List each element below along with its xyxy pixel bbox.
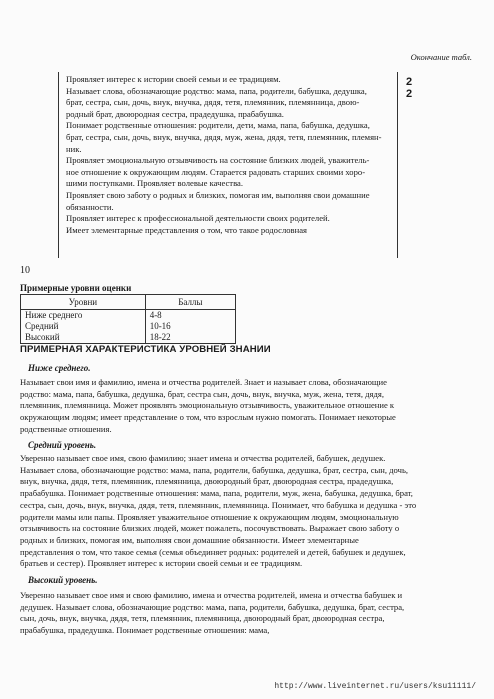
- text-line: представления о том, что такое семья (семья объединяет родных: родителей и детей, бабушек и дедушек,: [20, 546, 406, 557]
- text-line: сын, дочь, внук, внучка, дядя, тетя, племянник, племянница, двоюродный брат, двоюродная сестра,: [20, 613, 385, 624]
- table-row: [21, 332, 236, 344]
- text-line: Называет слова, обозначающие родство: мама, папа, родители, бабушка, дедушка,: [66, 85, 367, 96]
- text-line: родственные отношения.: [20, 423, 112, 434]
- text-line: обязанности.: [66, 201, 114, 212]
- side-score: 2: [406, 76, 413, 88]
- text-line: Уверенно называет свое имя и свою фамилию, имена и отчества родителей, имена и отчества бабушек и: [20, 590, 403, 600]
- table-continuation-label: Окончание табл.: [410, 52, 472, 62]
- table-row: [21, 310, 236, 322]
- high-level-text: [20, 590, 456, 637]
- source-url[interactable]: http://www.liveinternet.ru/users/ksu11111/: [274, 682, 476, 691]
- levels-heading: Примерные уровни оценки: [20, 283, 132, 293]
- col-levels: Уровни: [21, 295, 146, 310]
- text-line: братьев и сестер). Проявляет интерес к истории своей семьи и ее традициям.: [20, 558, 303, 569]
- high-level-title: Высокий уровень.: [28, 575, 98, 585]
- below-average-text: [20, 377, 456, 436]
- text-line: Имеет элементарные представления о том, что такое родословная: [66, 224, 307, 235]
- text-line: ное отношение к окружающим людям. Старается радовать старших своими хоро-: [66, 166, 366, 177]
- text-line: окружающим людям; имеет представление о том, что взрослым нужно помогать. Понимает некоторые: [20, 412, 396, 423]
- text-line: племянник, племянница. Может проявлять эмоциональную отзывчивость, уважительное отношение к: [20, 400, 395, 411]
- text-line: прабабушка, прадедушка. Понимает родственные отношения: мама,: [20, 625, 270, 636]
- text-line: Проявляет эмоциональную отзывчивость на состояние близких людей, уважитель-: [66, 155, 370, 166]
- below-average-title: Ниже среднего.: [28, 363, 91, 373]
- table-fragment-text: [66, 74, 392, 236]
- text-line: родство: мама, папа, бабушка, дедушка, брат, сестра сын, дочь, внук, внучка, муж, жена, тетя, дядя,: [20, 388, 384, 399]
- text-line: шими поступками. Проявляет волевые качества.: [66, 178, 243, 189]
- side-score: 2: [406, 88, 413, 100]
- text-line: Проявляет свою заботу о родных и близких, помогая им, выполняя свои домашние: [66, 189, 370, 200]
- row-number: 10: [20, 265, 30, 276]
- levels-table: [20, 294, 236, 344]
- text-line: брат, сестра, сын, дочь, внук, внучка, дядя, муж, жена, дядя, тетя, племянник, племян-: [66, 131, 382, 142]
- text-line: Проявляет интерес к истории своей семьи и ее традициям.: [66, 74, 281, 84]
- text-line: внук, внучка, дядя, тетя, племянник, племянница, двоюродный брат, двоюродная сестра, прадедушка,: [20, 476, 394, 487]
- text-line: отзывчивость на состояние близких людей, может пожалеть, посочувствовать. Выражает свою заботу о: [20, 523, 400, 534]
- points-cell: 4-8: [145, 310, 235, 322]
- text-line: Называет свои имя и фамилию, имена и отчества родителей. Знает и называет слова, обозначающие: [20, 377, 387, 387]
- points-cell: 10-16: [145, 321, 235, 332]
- table-row: [21, 321, 236, 332]
- points-cell: 18-22: [145, 332, 235, 344]
- text-line: Проявляет интерес к профессиональной деятельности своих родителей.: [66, 213, 330, 224]
- level-cell: Средний: [21, 321, 146, 332]
- level-cell: Ниже среднего: [21, 310, 146, 322]
- text-line: родных и близких, помогая им, выполняя свои домашние обязанности. Имеет элементарные: [20, 534, 359, 545]
- text-line: родители мамы или папы. Проявляет уважительное отношение к окружающим людям, эмоциональную: [20, 511, 399, 522]
- middle-level-text: [20, 453, 456, 570]
- middle-level-title: Средний уровень.: [28, 440, 97, 450]
- text-line: брат, сестра, сын, дочь, внук, внучка, дядя, тетя, племянник, племянница, двою-: [66, 97, 360, 108]
- text-line: ник.: [66, 143, 82, 154]
- text-line: дедушек. Называет слова, обозначающие родство: мама, папа, родители, бабушка, дедушка, брат, сестра,: [20, 601, 405, 612]
- text-line: родный брат, двоюродная сестра, прадедушка, прабабушка.: [66, 108, 284, 119]
- text-line: сестра, сын, дочь, внук, внучка, дядя, тетя, племянник, племянница. Понимает, что бабушка и дедушка - это: [20, 499, 417, 510]
- text-line: Понимает родственные отношения: родители, дети, мама, папа, бабушка, дедушка,: [66, 120, 370, 131]
- characteristics-heading: ПРИМЕРНАЯ ХАРАКТЕРИСТИКА УРОВНЕЙ ЗНАНИИ: [20, 344, 271, 355]
- text-line: Уверенно называет свое имя, свою фамилию; знает имена и отчества родителей, бабушек, дедушек.: [20, 453, 386, 463]
- col-points: Баллы: [145, 295, 235, 310]
- text-line: Называет слова, обозначающие родство: мама, папа, родители, бабушка, дедушка, брат, сестра, сын, дочь,: [20, 464, 409, 475]
- level-cell: Высокий: [21, 332, 146, 344]
- text-line: прабабушка. Понимает родственные отношения: мама, папа, родители, муж, жена, бабушка, дедушка, брат,: [20, 488, 413, 499]
